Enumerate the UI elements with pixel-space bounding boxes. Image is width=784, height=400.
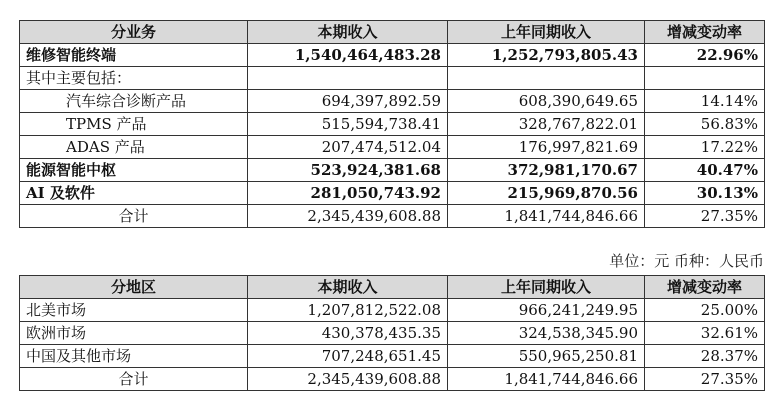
total-row xyxy=(20,205,765,228)
table-row xyxy=(20,136,765,159)
table-row xyxy=(20,322,765,345)
header-prior: 上年同期收入 xyxy=(448,21,645,44)
total-label: 合计 xyxy=(20,368,248,391)
row-prior: 328,767,822.01 xyxy=(448,113,645,136)
table-row xyxy=(20,113,765,136)
row-prior: 372,981,170.67 xyxy=(448,159,645,182)
table-header-row xyxy=(20,276,765,299)
header-current: 本期收入 xyxy=(248,276,448,299)
business-segment-table xyxy=(19,20,765,228)
total-prior: 1,841,744,846.66 xyxy=(448,205,645,228)
row-label: TPMS 产品 xyxy=(20,113,248,136)
row-prior: 215,969,870.56 xyxy=(448,182,645,205)
row-prior: 176,997,821.69 xyxy=(448,136,645,159)
table-row xyxy=(20,299,765,322)
total-current: 2,345,439,608.88 xyxy=(248,368,448,391)
row-label: 能源智能中枢 xyxy=(20,159,248,182)
table-header-row xyxy=(20,21,765,44)
header-current: 本期收入 xyxy=(248,21,448,44)
total-change: 27.35% xyxy=(645,205,765,228)
row-prior: 324,538,345.90 xyxy=(448,322,645,345)
header-change: 增减变动率 xyxy=(645,21,765,44)
row-label: AI 及软件 xyxy=(20,182,248,205)
table-row xyxy=(20,182,765,205)
table-row xyxy=(20,159,765,182)
row-current: 1,540,464,483.28 xyxy=(248,44,448,67)
row-change: 40.47% xyxy=(645,159,765,182)
row-change: 22.96% xyxy=(645,44,765,67)
row-change: 56.83% xyxy=(645,113,765,136)
row-current: 207,474,512.04 xyxy=(248,136,448,159)
row-change: 32.61% xyxy=(645,322,765,345)
row-label: ADAS 产品 xyxy=(20,136,248,159)
row-change: 30.13% xyxy=(645,182,765,205)
row-current: 515,594,738.41 xyxy=(248,113,448,136)
row-label: 欧洲市场 xyxy=(20,322,248,345)
row-current: 523,924,381.68 xyxy=(248,159,448,182)
row-label: 汽车综合诊断产品 xyxy=(20,90,248,113)
unit-currency-note: 单位：元 币种：人民币 xyxy=(609,252,764,270)
table-row xyxy=(20,44,765,67)
total-current: 2,345,439,608.88 xyxy=(248,205,448,228)
row-current: 1,207,812,522.08 xyxy=(248,299,448,322)
row-current xyxy=(248,67,448,90)
row-current: 707,248,651.45 xyxy=(248,345,448,368)
row-prior xyxy=(448,67,645,90)
total-row xyxy=(20,368,765,391)
row-prior: 608,390,649.65 xyxy=(448,90,645,113)
total-label: 合计 xyxy=(20,205,248,228)
row-current: 430,378,435.35 xyxy=(248,322,448,345)
row-change: 14.14% xyxy=(645,90,765,113)
table-row xyxy=(20,345,765,368)
row-label: 其中主要包括： xyxy=(20,67,248,90)
row-change: 28.37% xyxy=(645,345,765,368)
row-change xyxy=(645,67,765,90)
table-row xyxy=(20,67,765,90)
header-region: 分地区 xyxy=(20,276,248,299)
region-table xyxy=(19,275,765,391)
header-prior: 上年同期收入 xyxy=(448,276,645,299)
header-change: 增减变动率 xyxy=(645,276,765,299)
row-change: 17.22% xyxy=(645,136,765,159)
row-current: 281,050,743.92 xyxy=(248,182,448,205)
row-current: 694,397,892.59 xyxy=(248,90,448,113)
row-label: 北美市场 xyxy=(20,299,248,322)
row-change: 25.00% xyxy=(645,299,765,322)
row-label: 维修智能终端 xyxy=(20,44,248,67)
header-segment: 分业务 xyxy=(20,21,248,44)
row-prior: 1,252,793,805.43 xyxy=(448,44,645,67)
row-prior: 966,241,249.95 xyxy=(448,299,645,322)
table-row xyxy=(20,90,765,113)
row-label: 中国及其他市场 xyxy=(20,345,248,368)
total-prior: 1,841,744,846.66 xyxy=(448,368,645,391)
total-change: 27.35% xyxy=(645,368,765,391)
row-prior: 550,965,250.81 xyxy=(448,345,645,368)
